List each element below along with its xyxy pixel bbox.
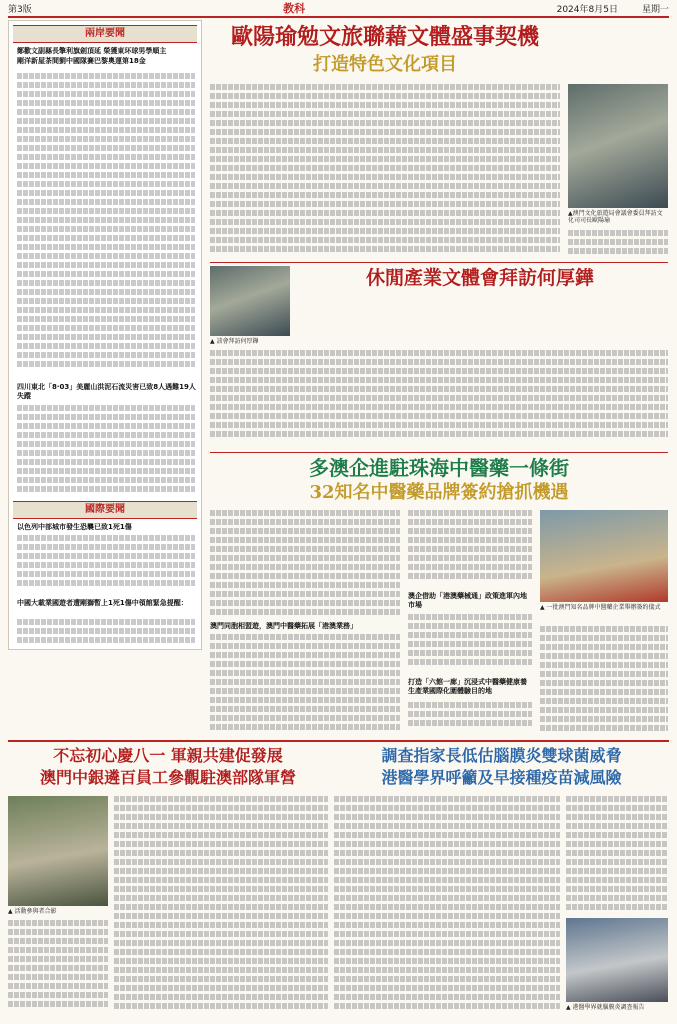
article-body-text bbox=[17, 405, 195, 495]
photo-caption: ▲澳門文化旅遊局會議會委員拜訪文化司司長歐陽瑜 bbox=[568, 210, 663, 224]
section-title-international: 國際要聞 bbox=[13, 501, 197, 519]
article-body-text bbox=[568, 230, 668, 260]
article-body-text bbox=[408, 702, 532, 734]
article-photo bbox=[8, 796, 108, 906]
article-photo bbox=[568, 84, 668, 208]
issue-date: 2024年8月5日 bbox=[556, 4, 618, 15]
third-headline: 多澳企進駐珠海中醫藥一條街 bbox=[309, 456, 569, 480]
subhead-1: 澳門同胞相盟遊，澳門中醫藥拓展「港澳業務」 bbox=[210, 622, 357, 630]
article-body-text bbox=[17, 73, 195, 373]
article-body-text bbox=[210, 510, 400, 620]
bottom-left-subheadline: 澳門中銀遴百員工參觀駐澳部隊軍營 bbox=[39, 768, 296, 787]
headline-consulate-warning: 中國大載業國遊者遭剛獅暫上1死1傷中領館緊急提醒： bbox=[17, 599, 188, 607]
divider bbox=[8, 740, 669, 742]
article-body-text bbox=[210, 634, 400, 734]
headline-israel-attack: 以色列中部城市發生恐襲已致1死1傷 bbox=[17, 523, 132, 531]
third-subheadline: 32知名中醫藥品牌簽約搶抓機遇 bbox=[309, 482, 569, 503]
article-body-text bbox=[8, 920, 108, 1016]
bottom-right-subheadline: 港醫學界呼籲及早接種疫苗減風險 bbox=[381, 768, 622, 787]
bottom-left-headline: 不忘初心慶八一 軍親共建促發展 bbox=[53, 746, 283, 765]
article-body-text bbox=[17, 535, 195, 595]
article-body-text bbox=[334, 796, 560, 1016]
page-number: 第3版 bbox=[8, 4, 32, 15]
photo-caption: ▲ 該會拜訪何厚鏵 bbox=[210, 338, 259, 345]
article-photo bbox=[540, 510, 668, 602]
article-photo bbox=[210, 266, 290, 336]
subhead-2: 澳企借助「港澳藥械通」政策進軍內地市場 bbox=[408, 592, 527, 609]
issue-weekday: 星期一 bbox=[641, 4, 669, 15]
article-body-text bbox=[566, 796, 668, 914]
second-headline: 休閒產業文體會拜訪何厚鏵 bbox=[365, 267, 594, 289]
masthead bbox=[8, 0, 669, 18]
article-body-text bbox=[540, 626, 668, 734]
photo-caption: ▲ 活動參與者合影 bbox=[8, 908, 57, 915]
headline-cross-strait-2: 剛洋新屋茶間劉中國隊賽巴黎奧運第18金 bbox=[17, 57, 146, 65]
article-body-text bbox=[114, 796, 328, 1016]
article-body-text bbox=[408, 614, 532, 674]
photo-caption: ▲ 一批澳門知名品牌中醫藥企業舉辦簽約儀式 bbox=[540, 604, 661, 611]
headline-cross-strait-1: 鄭歡文副縣長擎利旗劍頂延 榮獲東环球男學順主 bbox=[17, 47, 167, 55]
photo-caption: ▲ 港醫學界就腦膜炎調查報告 bbox=[566, 1004, 645, 1011]
main-headline: 歐陽瑜勉文旅聯藉文體盛事契機 bbox=[230, 24, 539, 50]
article-body-text bbox=[408, 510, 532, 588]
bottom-right-headline: 調查指家長低估腦膜炎雙球菌威脅 bbox=[381, 746, 622, 765]
subhead-3: 打造「六館一廊」沉浸式中醫藥健康養生產業國際化圍體驗目的地 bbox=[408, 678, 527, 695]
headline-sichuan-flood: 四川東北「8·03」美麗山洪泥石流災害已致8人遇難19人失蹤 bbox=[17, 383, 196, 400]
divider bbox=[210, 262, 668, 263]
left-news-column bbox=[8, 20, 202, 650]
article-photo bbox=[566, 918, 668, 1002]
main-subheadline: 打造特色文化項目 bbox=[313, 54, 457, 75]
newspaper-logo: 教科 bbox=[283, 2, 306, 15]
section-title-cross-strait: 兩岸要聞 bbox=[13, 25, 197, 43]
article-body-text bbox=[210, 350, 668, 446]
article-body-text bbox=[17, 619, 195, 645]
article-body-text bbox=[210, 84, 560, 254]
divider bbox=[210, 452, 668, 453]
